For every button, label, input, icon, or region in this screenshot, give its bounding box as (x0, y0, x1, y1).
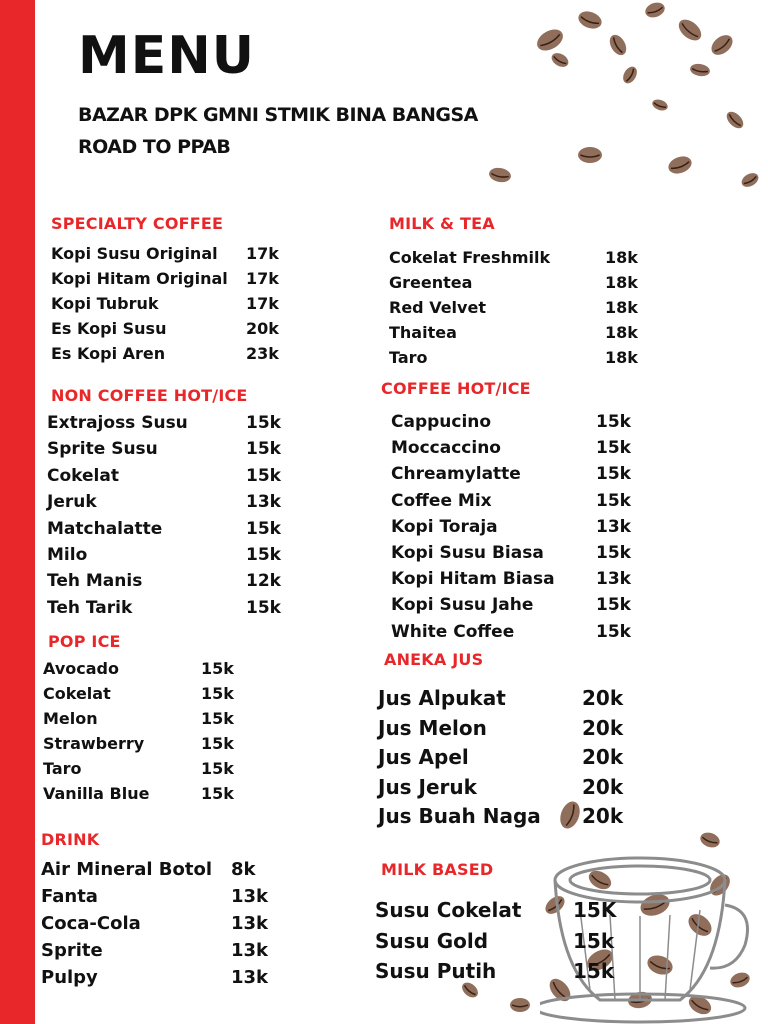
coffee-bean-icon (578, 147, 602, 163)
coffee-bean-icon (606, 32, 629, 58)
menu-item-name: Es Kopi Susu (51, 319, 167, 338)
menu-item-name: Chreamylatte (391, 464, 521, 485)
coffee-bean-icon (739, 170, 761, 189)
menu-item-name: Cokelat Freshmilk (389, 248, 551, 267)
coffee-bean-icon (488, 166, 512, 184)
menu-item-name: Pulpy (41, 967, 98, 988)
menu-item-price: 15k (201, 759, 234, 778)
menu-item-name: Vanilla Blue (43, 784, 150, 803)
section-heading-aneka-jus: ANEKA JUS (384, 650, 484, 669)
menu-item-price: 12k (246, 571, 281, 592)
coffee-bean-icon (698, 830, 722, 850)
menu-item-price: 15k (246, 439, 281, 460)
menu-item-price: 15K (573, 898, 617, 922)
menu-item-name: Jus Buah Naga (378, 804, 541, 828)
section-heading-specialty-coffee: SPECIALTY COFFEE (51, 214, 224, 233)
menu-item-name: Susu Putih (375, 959, 497, 983)
coffee-bean-icon (510, 998, 530, 1012)
menu-item-price: 20k (582, 686, 624, 710)
section-heading-drink: DRINK (41, 830, 100, 849)
menu-item-price: 15k (573, 959, 615, 983)
menu-item-price: 20k (582, 804, 624, 828)
menu-item-name: Air Mineral Botol (41, 859, 213, 880)
menu-item-price: 20k (246, 319, 279, 338)
menu-item-name: Taro (389, 348, 428, 367)
menu-item-price: 13k (231, 940, 269, 961)
menu-item-name: Jus Melon (378, 715, 487, 740)
menu-item-name: Thaitea (389, 323, 457, 342)
coffee-bean-icon (708, 31, 737, 59)
menu-item-price: 18k (605, 273, 638, 292)
menu-item-price: 15k (201, 659, 234, 678)
menu-item-name: Teh Manis (47, 571, 143, 592)
menu-item-price: 15k (596, 438, 631, 459)
menu-item-price: 20k (582, 745, 624, 769)
menu-item-price: 15k (596, 595, 631, 616)
menu-item-price: 18k (605, 248, 638, 267)
menu-item-name: Greentea (389, 273, 473, 292)
menu-item-price: 13k (231, 967, 269, 988)
menu-item-price: 13k (231, 913, 269, 934)
menu-item-price: 8k (231, 859, 256, 880)
menu-item-price: 13k (231, 886, 269, 907)
coffee-bean-icon (620, 64, 639, 86)
menu-item-name: Red Velvet (389, 298, 486, 317)
menu-item-price: 18k (605, 323, 638, 342)
section-heading-non-coffee: NON COFFEE HOT/ICE (51, 386, 248, 405)
menu-item-price: 18k (605, 348, 638, 367)
coffee-bean-icon (549, 50, 571, 69)
menu-item-price: 13k (596, 569, 631, 590)
menu-item-name: Teh Tarik (47, 597, 133, 618)
menu-item-name: Cokelat (47, 465, 119, 486)
menu-item-name: Kopi Susu Biasa (391, 543, 544, 563)
menu-item-price: 15k (201, 709, 234, 728)
menu-item-name: Cokelat (43, 684, 111, 703)
section-heading-pop-ice: POP ICE (48, 632, 121, 651)
menu-item-price: 13k (246, 492, 281, 513)
menu-item-name: Moccaccino (391, 438, 501, 459)
menu-item-name: Jeruk (47, 492, 97, 513)
menu-item-price: 20k (582, 715, 624, 740)
menu-item-price: 17k (246, 269, 279, 288)
menu-item-price: 15k (596, 621, 631, 642)
menu-item-name: Milo (47, 545, 88, 565)
menu-item-name: Kopi Susu Jahe (391, 595, 534, 616)
menu-item-name: Es Kopi Aren (51, 344, 166, 363)
menu-item-name: Taro (43, 759, 82, 778)
page-subtitle-line-1: BAZAR DPK GMNI STMIK BINA BANGSA (78, 104, 478, 126)
menu-item-name: Sprite Susu (47, 439, 158, 460)
menu-item-price: 15k (201, 734, 234, 753)
menu-item-price: 15k (596, 490, 631, 511)
menu-item-price: 15k (246, 465, 281, 486)
coffee-bean-icon (666, 153, 694, 176)
coffee-bean-icon (651, 98, 669, 113)
page-subtitle-line-2: ROAD TO PPAB (78, 136, 231, 158)
menu-item-name: Coca-Cola (41, 913, 141, 934)
menu-item-name: Kopi Hitam Biasa (391, 569, 555, 590)
menu-item-price: 13k (596, 516, 631, 537)
menu-item-name: Jus Alpukat (378, 686, 506, 710)
menu-item-price: 15k (573, 928, 615, 953)
menu-item-name: Susu Gold (375, 928, 489, 953)
menu-item-price: 23k (246, 344, 279, 363)
menu-item-name: Kopi Hitam Original (51, 269, 228, 288)
menu-item-price: 15k (201, 684, 234, 703)
menu-item-name: Coffee Mix (391, 490, 492, 511)
section-heading-milk-tea: MILK & TEA (389, 214, 495, 233)
menu-item-name: Susu Cokelat (375, 898, 522, 922)
coffee-bean-icon (689, 62, 711, 77)
coffee-bean-icon (675, 16, 705, 45)
menu-item-price: 15k (596, 412, 631, 432)
menu-item-price: 15k (246, 597, 281, 618)
menu-item-price: 15k (596, 543, 631, 563)
menu-item-name: Jus Jeruk (378, 774, 477, 799)
menu-item-name: Matchalatte (47, 518, 163, 539)
menu-item-price: 15k (246, 518, 281, 539)
menu-item-price: 17k (246, 294, 279, 313)
menu-item-name: Kopi Susu Original (51, 244, 218, 263)
coffee-bean-icon (557, 799, 583, 831)
menu-item-price: 15k (201, 784, 234, 803)
menu-item-price: 15k (596, 464, 631, 485)
menu-item-name: Extrajoss Susu (47, 413, 188, 433)
menu-item-name: Strawberry (43, 734, 145, 753)
menu-item-name: Kopi Tubruk (51, 294, 159, 313)
menu-item-name: Sprite (41, 940, 103, 961)
menu-item-name: White Coffee (391, 621, 515, 642)
menu-item-name: Avocado (43, 659, 119, 678)
coffee-bean-icon (576, 8, 604, 31)
menu-item-name: Jus Apel (378, 745, 469, 769)
menu-item-price: 20k (582, 774, 624, 799)
menu-item-name: Kopi Toraja (391, 516, 498, 537)
menu-item-price: 15k (246, 413, 281, 433)
section-heading-milk-based: MILK BASED (381, 860, 494, 879)
menu-item-name: Fanta (41, 886, 98, 907)
coffee-bean-icon (724, 109, 747, 132)
menu-item-price: 17k (246, 244, 279, 263)
section-heading-coffee-hot-ice: COFFEE HOT/ICE (381, 379, 531, 398)
coffee-bean-icon (643, 0, 667, 20)
menu-item-price: 18k (605, 298, 638, 317)
menu-item-name: Melon (43, 709, 98, 728)
menu-item-price: 15k (246, 545, 281, 565)
menu-item-name: Cappucino (391, 412, 492, 432)
page-title: MENU (78, 26, 256, 86)
coffee-bean-icon (533, 25, 566, 55)
